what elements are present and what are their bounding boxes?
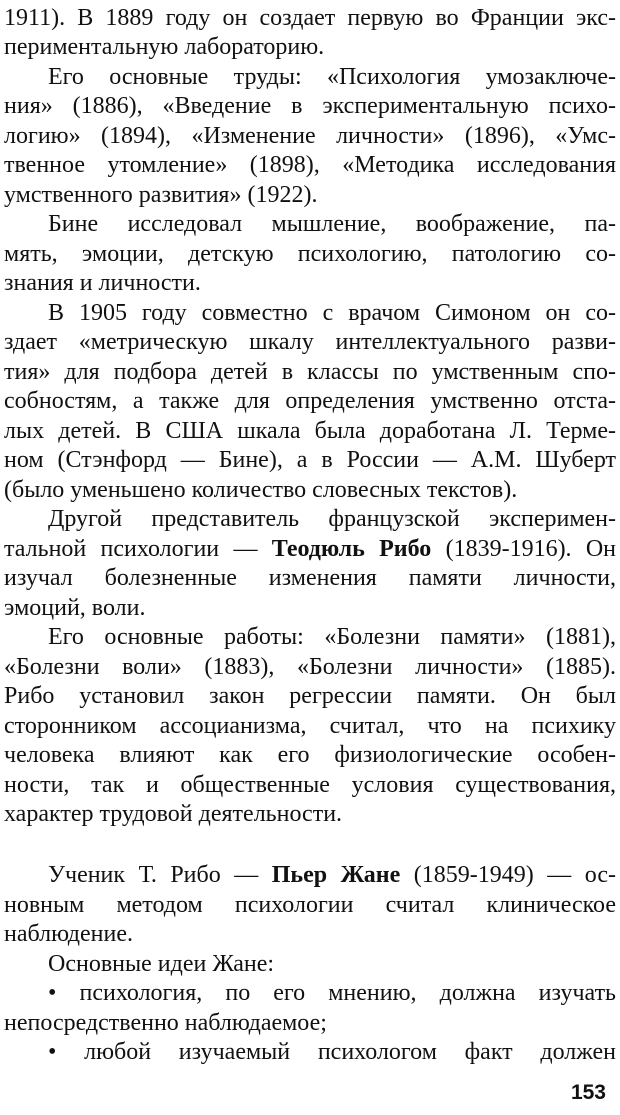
text-line: знания и личности. <box>4 270 201 297</box>
text-line: (было уменьшено количество словесных текстов). <box>4 476 518 503</box>
text-line: эмоций, воли. <box>4 594 146 621</box>
text-line: мять, эмоции, детскую психологию, патологию со- <box>4 240 616 267</box>
text-line: твенное утомление» (1898), «Методика исследования <box>4 152 616 179</box>
text-line: Бине исследовал мышление, воображение, па- <box>48 211 616 238</box>
text-line: тия» для подбора детей в классы по умственным спо- <box>4 358 616 385</box>
text-line: сторонником ассоцианизма, считал, что на психику <box>4 712 616 739</box>
page-number: 153 <box>570 1081 606 1104</box>
text-line: ном (Стэнфорд — Бине), а в России — А.М. Шуберт <box>4 447 616 474</box>
text-line: периментальную лабораторию. <box>4 34 325 61</box>
text-line: непосредственно наблюдаемое; <box>4 1009 327 1036</box>
text-span: (1859-1949) — ос- <box>400 862 616 889</box>
text-line: Другой представитель французской эксперимен- <box>48 506 616 533</box>
text-line: характер трудовой деятельности. <box>4 801 343 828</box>
text-line: лых детей. В США шкала была доработана Л. Терме- <box>4 417 616 444</box>
text-line: В 1905 году совместно с врачом Симоном он со- <box>48 299 616 326</box>
text-line: «Болезни воли» (1883), «Болезни личности» (1885). <box>4 653 616 680</box>
text-line: ности, так и общественные условия существования, <box>4 771 616 798</box>
person-name-janet: Пьер Жане <box>271 862 401 889</box>
text-line: здает «метрическую шкалу интеллектуального разви- <box>4 329 616 356</box>
text-line: умственного развития» (1922). <box>4 181 318 208</box>
text-line: Его основные работы: «Болезни памяти» (1881), <box>48 624 616 651</box>
text-line: ния» (1886), «Введение в экспериментальную психо- <box>4 93 616 120</box>
text-line: человека влияют как его физиологические особен- <box>4 742 616 769</box>
text-line: Рибо установил закон регрессии памяти. Он был <box>4 683 616 710</box>
text-span: тальной психологии — <box>4 535 272 562</box>
text-line: логию» (1894), «Изменение личности» (1896), «Умс- <box>4 122 616 149</box>
text-line: собностям, а также для определения умственно отста- <box>4 388 616 415</box>
text-line: наблюдение. <box>4 921 133 948</box>
bullet-line: • психология, по его мнению, должна изучать <box>48 980 616 1007</box>
text-span: Ученик Т. Рибо — <box>48 862 272 889</box>
text-line: 1911). В 1889 году он создает первую во Франции экс- <box>4 5 616 31</box>
text-line: Его основные труды: «Психология умозаключе- <box>48 63 616 90</box>
text-line: Основные идеи Жане: <box>48 950 275 977</box>
text-line <box>4 535 616 564</box>
text-span: (1839-1916). Он <box>431 535 616 562</box>
bullet-line: • любой изучаемый психологом факт должен <box>48 1039 616 1065</box>
text-line: новным методом психологии считал клиническое <box>4 891 616 918</box>
text-line: изучал болезненные изменения памяти личности, <box>4 565 616 592</box>
text-line <box>48 861 616 890</box>
person-name-ribot: Теодюль Рибо <box>271 535 432 562</box>
